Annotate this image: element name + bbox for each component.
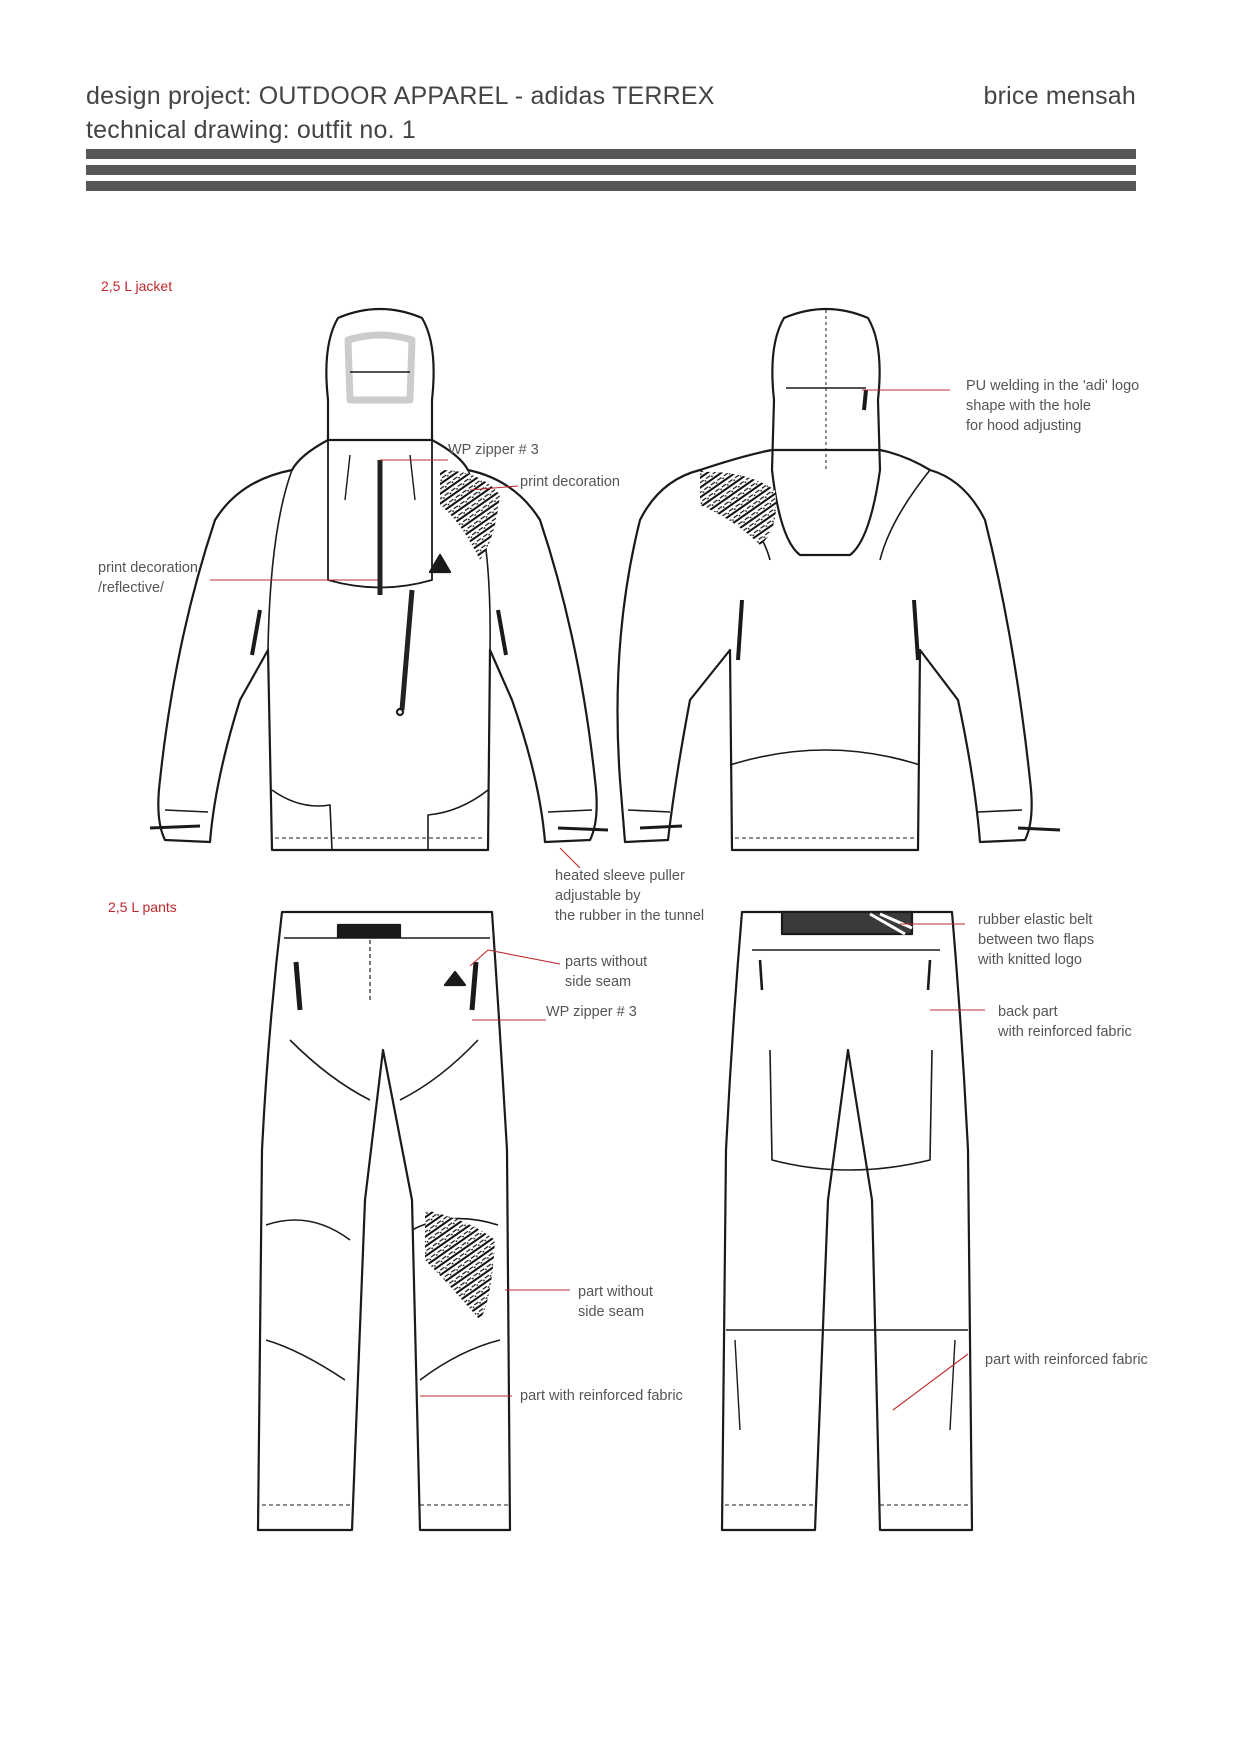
note-pu-welding: PU welding in the 'adi' logo shape with the hole for hood adjusting xyxy=(966,378,1140,434)
jacket-back-print xyxy=(700,472,776,545)
note-sleeve-puller: heated sleeve puller adjustable by the rubber in the tunnel xyxy=(555,868,705,924)
jacket-front-hood xyxy=(326,309,433,440)
note-rubber-belt: rubber elastic belt between two flaps with knitted logo xyxy=(978,912,1095,968)
pants-back-belt xyxy=(782,912,912,934)
note-wp-zipper-jacket: WP zipper # 3 xyxy=(448,442,539,458)
pants-front-print xyxy=(425,1210,495,1320)
pants-front-belt xyxy=(338,925,400,937)
pants-front xyxy=(258,912,510,1530)
project-title: design project: OUTDOOR APPAREL - adidas TERREX xyxy=(86,82,715,110)
section-label-jacket: 2,5 L jacket xyxy=(101,278,173,294)
jacket-back-body xyxy=(618,450,1032,850)
note-parts-without-seam: parts without side seam xyxy=(565,954,648,990)
pants-back xyxy=(722,912,972,1530)
note-print-decoration: print decoration xyxy=(520,474,620,490)
section-label-pants: 2,5 L pants xyxy=(108,899,177,915)
note-wp-zipper-pants: WP zipper # 3 xyxy=(546,1004,637,1020)
pants-back-outline xyxy=(722,912,972,1530)
note-back-part: back part with reinforced fabric xyxy=(998,1004,1132,1040)
note-reinforced-front: part with reinforced fabric xyxy=(520,1388,683,1404)
drawing-title: technical drawing: outfit no. 1 xyxy=(86,116,417,144)
author-name: brice mensah xyxy=(983,82,1136,110)
note-part-without-seam: part without side seam xyxy=(578,1284,653,1320)
note-print-reflective: print decoration /reflective/ xyxy=(98,560,198,596)
note-reinforced-back: part with reinforced fabric xyxy=(985,1352,1148,1368)
jacket-front-print xyxy=(440,470,500,560)
